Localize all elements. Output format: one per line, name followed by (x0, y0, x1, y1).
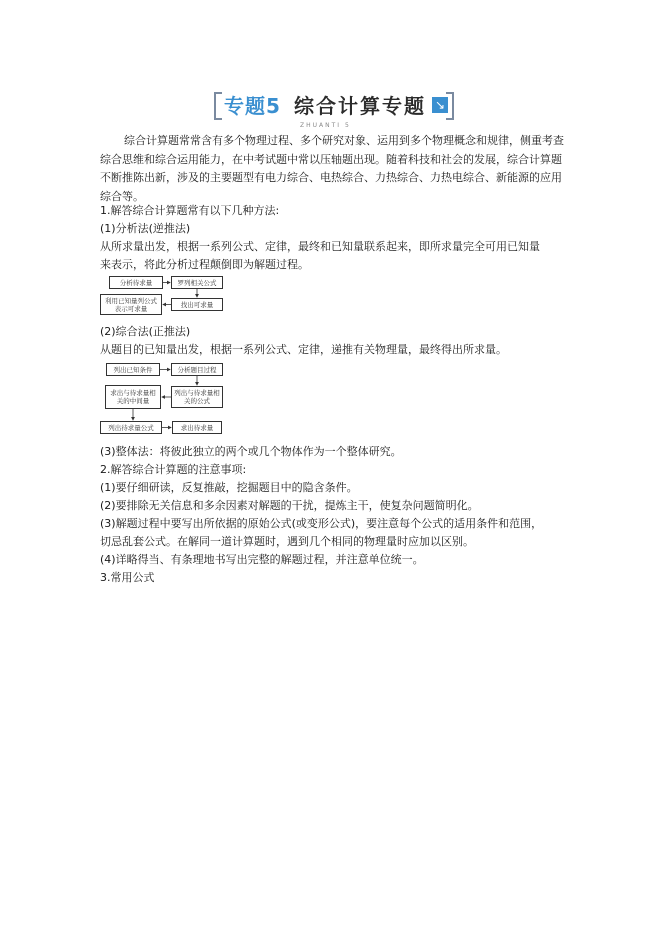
topic-subtitle: ZHUANTI 5 (300, 122, 351, 129)
intro-paragraph: 综合计算题常常含有多个物理过程、多个研究对象、运用到多个物理概念和规律，侧重考查综合思维和综合运用能力，在中考试题中常以压轴题出现。随着科技和社会的发展，综合计算题不断推陈出新，涉及的主要题型有电力综合、电热综合、力热综合、力热电综合、新能源的应用综合等。 (100, 134, 564, 203)
analysis-title: (1)分析法(逆推法) (100, 222, 191, 235)
analysis-box-formulas: 罗列相关公式 (171, 276, 223, 289)
note-item: 切忌乱套公式。在解同一道计算题时，遇到几个相同的物理量时应加以区别。 (100, 535, 474, 548)
banner-bracket-left (214, 92, 222, 120)
synthesis-box-related-formulas: 列出与待求量相关的公式 (171, 386, 223, 408)
synthesis-box-process: 分析题目过程 (171, 363, 223, 376)
analysis-box-findable: 找出可求量 (171, 298, 223, 311)
topic-number: 专题5 (224, 94, 281, 118)
topic-title: 综合计算专题 (294, 94, 426, 118)
synthesis-box-unknown-formula: 列出待求量公式 (100, 421, 162, 434)
topic-banner (214, 90, 454, 120)
analysis-box-unknown: 分析待求量 (109, 276, 163, 289)
arrow-corner-icon: ↘ (432, 97, 448, 113)
analysis-desc-line1: 从所求量出发，根据一系列公式、定律，最终和已知量联系起来，即所求量完全可用已知量 (100, 240, 540, 253)
methods-heading: 1.解答综合计算题常有以下几种方法: (100, 204, 280, 217)
note-item: (2)要排除无关信息和多余因素对解题的干扰，提炼主干，使复杂问题简明化。 (100, 499, 479, 512)
analysis-box-known: 利用已知量列公式表示可求量 (100, 294, 162, 315)
synthesis-box-intermediate: 求出与待求量相关的中间量 (105, 385, 161, 409)
note-item: (3)解题过程中要写出所依据的原始公式(或变形公式)，要注意每个公式的适用条件和范围， (100, 517, 543, 530)
banner-bracket-right (446, 92, 454, 120)
notes-heading: 2.解答综合计算题的注意事项: (100, 463, 247, 476)
formulas-heading: 3.常用公式 (100, 571, 155, 584)
synthesis-box-result: 求出待求量 (172, 421, 222, 434)
note-item: (1)要仔细研读，反复推敲，挖掘题目中的隐含条件。 (100, 481, 358, 494)
analysis-desc-line2: 来表示，将此分析过程颠倒即为解题过程。 (100, 258, 309, 271)
synthesis-title: (2)综合法(正推法) (100, 325, 191, 338)
note-item: (4)详略得当、有条理地书写出完整的解题过程，并注意单位统一。 (100, 553, 424, 566)
whole-method: (3)整体法：将彼此独立的两个或几个物体作为一个整体研究。 (100, 445, 402, 458)
synthesis-desc: 从题目的已知量出发，根据一系列公式、定律，递推有关物理量，最终得出所求量。 (100, 343, 507, 356)
synthesis-box-known: 列出已知条件 (106, 363, 160, 376)
